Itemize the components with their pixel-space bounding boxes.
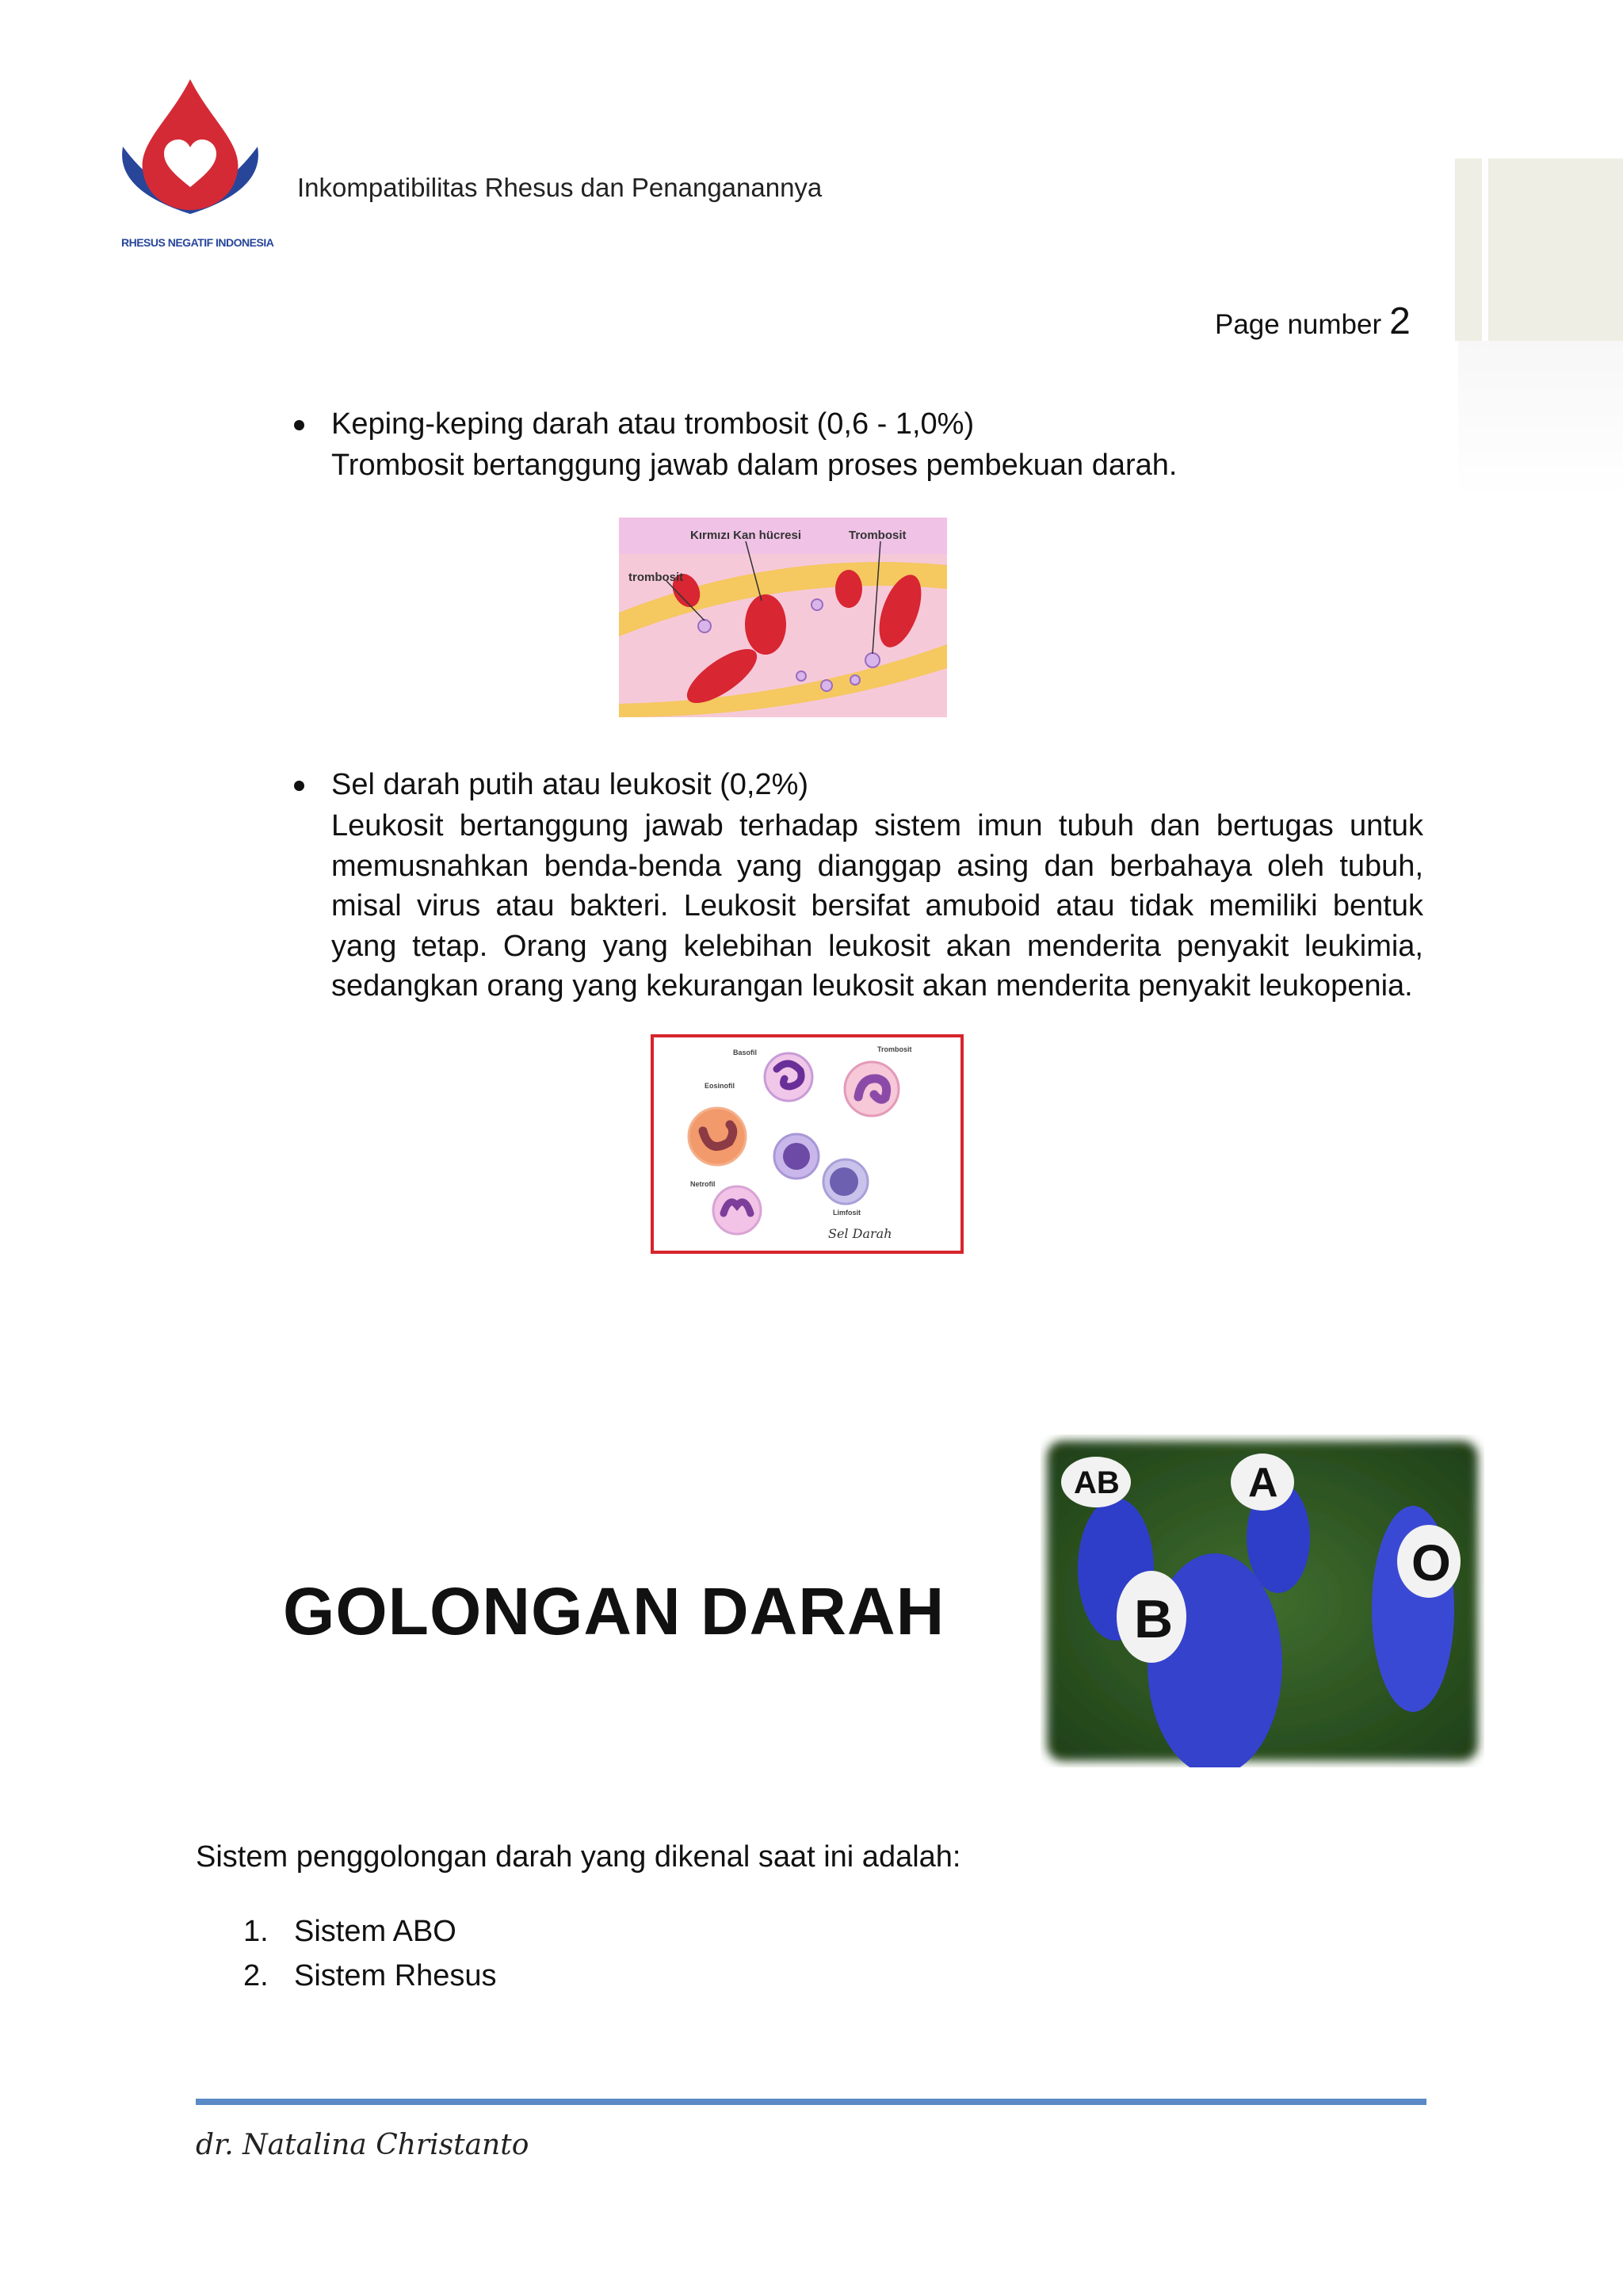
blood-drop-logo-icon — [107, 71, 273, 254]
bullet-icon — [294, 781, 304, 791]
figure-label-red-cell: Kırmızı Kan hücresi — [690, 529, 802, 542]
list-item — [243, 1959, 497, 1993]
blood-type-label-a: A — [1248, 1460, 1278, 1506]
figure-label-eosinofil: Eosinofil — [705, 1082, 735, 1090]
figure-label-netrofil: Netrofil — [690, 1180, 716, 1188]
decorative-bar — [1455, 159, 1482, 341]
figure-label-basofil: Basofil — [733, 1049, 758, 1056]
blood-type-figure — [1041, 1435, 1484, 1767]
intro-paragraph: Sistem penggolongan darah yang dikenal saat ini adalah: — [196, 1840, 961, 1874]
bullet-icon — [294, 420, 304, 430]
list-number: 1. — [243, 1915, 269, 1948]
page-number — [1215, 300, 1411, 343]
figure-label-trombosit-left: trombosit — [628, 571, 684, 584]
decorative-fade — [1458, 341, 1623, 499]
bullet-item-leukosit — [294, 765, 1427, 1003]
trombosit-figure — [619, 518, 947, 717]
logo-caption: RHESUS NEGATIF INDONESIA — [121, 236, 274, 249]
bullet-item-trombosit — [294, 404, 1427, 491]
list-text: Sistem Rhesus — [294, 1959, 497, 1992]
bullet-heading: Sel darah putih atau leukosit (0,2%) — [331, 768, 809, 801]
leukosit-figure — [651, 1034, 964, 1254]
page-number-value: 2 — [1389, 300, 1411, 342]
blood-type-label-b: B — [1134, 1589, 1174, 1649]
blood-vessel-illustration — [619, 518, 947, 717]
figure-label-limfosit: Limfosit — [833, 1209, 861, 1217]
blood-type-label-o: O — [1411, 1534, 1451, 1591]
page-number-label: Page number — [1215, 309, 1382, 340]
decorative-bar — [1488, 159, 1623, 341]
white-blood-cells-illustration — [654, 1037, 960, 1251]
author-signature: dr. Natalina Christanto — [196, 2129, 529, 2161]
bullet-heading: Keping-keping darah atau trombosit (0,6 - 1,0%) — [331, 407, 975, 441]
blood-type-label-ab: AB — [1074, 1465, 1120, 1500]
figure-caption: Sel Darah — [828, 1226, 892, 1241]
figure-label-trombosit-top: Trombosit — [849, 529, 907, 542]
bullet-body: Trombosit bertanggung jawab dalam proses pembekuan darah. — [331, 449, 1178, 482]
section-heading-golongan: GOLONGAN DARAH — [283, 1574, 945, 1648]
bullet-body: Leukosit bertanggung jawab terhadap sistem imun tubuh dan bertugas untuk memusnahkan benda-benda yang dianggap asing dan berbahaya oleh tubuh, misal virus atau bakteri. Leukosit bersifat amuboid atau tidak memiliki bentuk yang tetap. Orang yang kelebihan leukosit akan menderita penyakit leukimia, sedangkan orang yang kekurangan leukosit akan menderita penyakit leukopenia. — [331, 809, 1423, 1003]
footer-divider — [196, 2099, 1426, 2105]
blood-type-characters-illustration — [1041, 1435, 1484, 1767]
logo — [107, 71, 273, 254]
figure-label-trombosit: Trombosit — [877, 1045, 912, 1053]
list-item — [243, 1915, 456, 1949]
list-number: 2. — [243, 1959, 269, 1992]
document-header-title: Inkompatibilitas Rhesus dan Penanganannya — [297, 173, 823, 202]
list-text: Sistem ABO — [294, 1915, 456, 1948]
